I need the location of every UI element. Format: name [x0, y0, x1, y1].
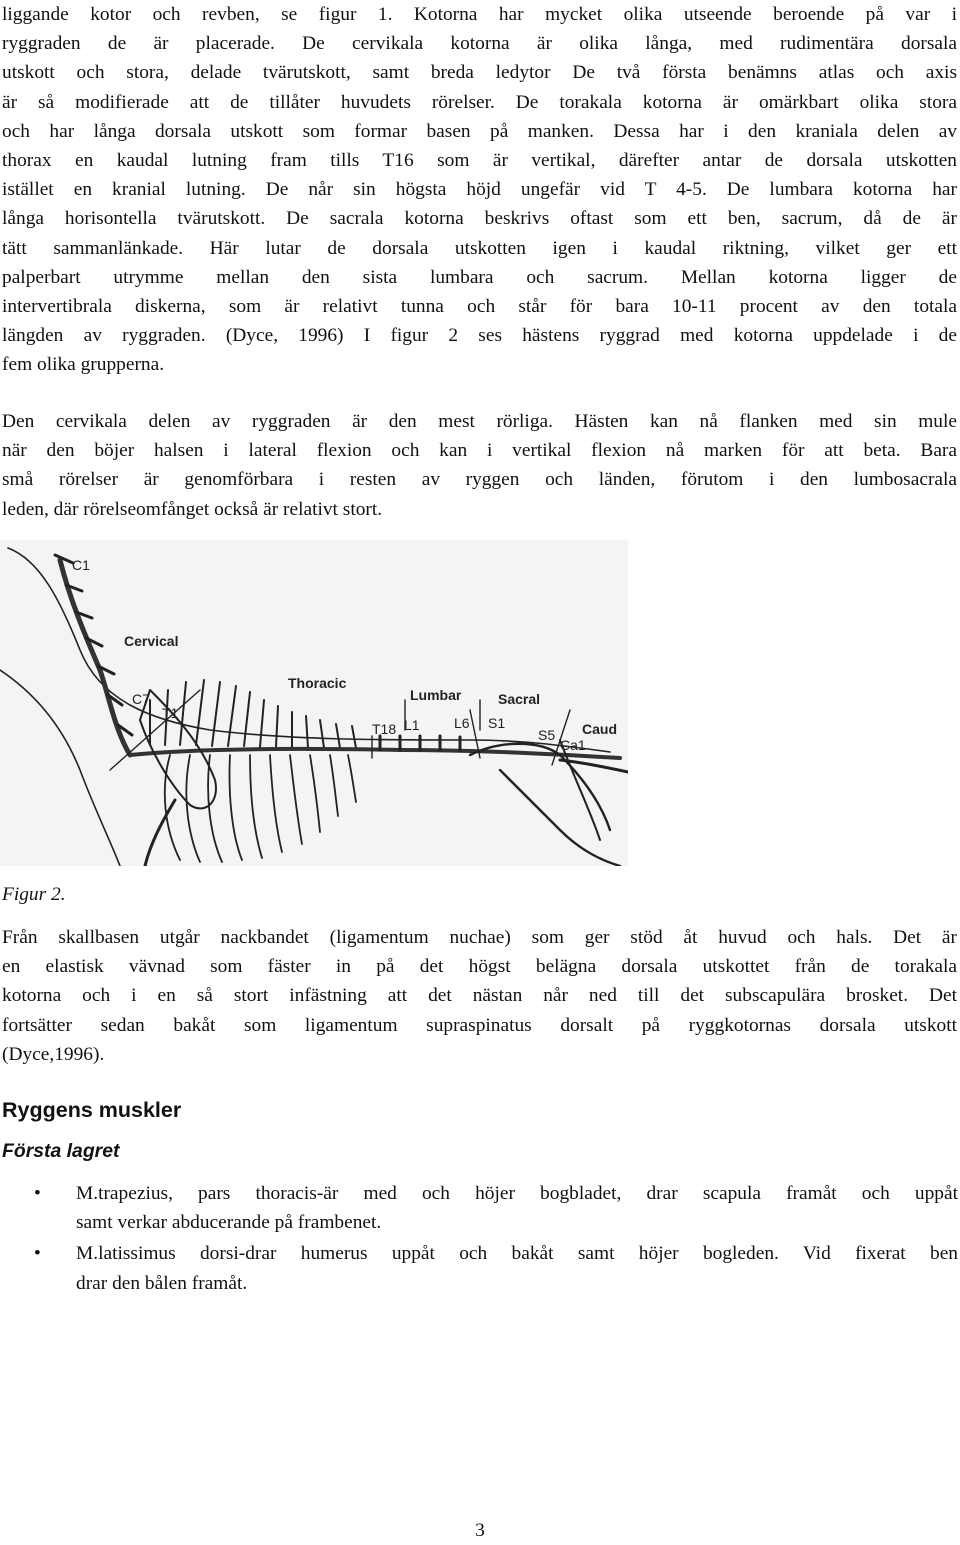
- horse-spine-figure: [0, 540, 628, 866]
- label-c7: C7: [132, 691, 150, 707]
- text-line: leden, där rörelseomfånget också är relativt stort.: [2, 498, 383, 520]
- text-line: kotorna och i en så stort infästning att det nästan når ned till det subscapulära brosket. Det: [2, 985, 957, 1007]
- label-c1: C1: [72, 557, 90, 573]
- text-line: palperbart utrymme mellan den sista lumbara och sacrum. Mellan kotorna ligger de: [2, 266, 957, 288]
- label-sacral: Sacral: [498, 691, 541, 707]
- muscle-bullet-list: [0, 1179, 958, 1300]
- text-line: när den böjer halsen i lateral flexion och kan i vertikal flexion nå marken för att beta. Bara: [2, 440, 957, 462]
- label-lumbar: Lumbar: [410, 687, 462, 703]
- label-thoracic: Thoracic: [288, 675, 347, 691]
- figure-caption: Figur 2.: [2, 884, 66, 905]
- text-line: M.latissimus dorsi-drar humerus uppåt och bakåt samt höjer bogleden. Vid fixerat ben: [76, 1243, 958, 1265]
- text-line: (Dyce,1996).: [2, 1043, 105, 1065]
- label-s1: S1: [488, 715, 506, 731]
- label-t18: T18: [372, 721, 397, 737]
- label-s5: S5: [538, 727, 556, 743]
- text-line: en elastisk vävnad som fäster in på det högst belägna dorsala utskottet från de torakala: [2, 956, 957, 978]
- text-line: drar den bålen framåt.: [76, 1272, 248, 1294]
- text-line: utskott och stora, delade tvärutskott, samt breda ledytor De två första benämns atlas och axis: [2, 62, 957, 84]
- bullet-icon: •: [34, 1183, 41, 1204]
- text-line: och har långa dorsala utskott som formar basen på manken. Dessa har i den kraniala delen av: [2, 120, 957, 142]
- body-paragraph-ligament: [2, 923, 957, 1069]
- label-caudal: Caud: [582, 721, 617, 737]
- text-line: tätt sammanlänkade. Här lutar de dorsala utskotten igen i kaudal riktning, vilket ger ett: [2, 237, 957, 259]
- text-line: M.trapezius, pars thoracis-är med och höjer bogbladet, drar scapula framåt och uppåt: [76, 1183, 958, 1204]
- text-line: små rörelser är genomförbara i resten av ryggen och länden, förutom i den lumbosacrala: [2, 469, 957, 491]
- text-line: långa horisontella tvärutskott. De sacrala kotorna beskrivs oftast som ett ben, sacrum, då de är: [2, 208, 957, 230]
- text-line: intervertibrala diskerna, som är relativt tunna och står för bara 10-11 procent av den totala: [2, 296, 957, 318]
- label-ca1: Ca1: [560, 737, 586, 753]
- body-paragraph-mobility: [2, 407, 957, 524]
- text-line: thorax en kaudal lutning fram tills T16 som är vertikal, därefter antar de dorsala utskotten: [2, 150, 957, 172]
- body-paragraph-vertebrae: [2, 0, 957, 380]
- section-heading: Ryggens muskler: [2, 1098, 182, 1122]
- label-t1: T1: [162, 705, 179, 721]
- text-line: Den cervikala delen av ryggraden är den mest rörliga. Hästen kan nå flanken med sin mule: [2, 411, 957, 432]
- text-line: fem olika grupperna.: [2, 354, 165, 376]
- page-number: 3: [475, 1520, 485, 1541]
- text-line: längden av ryggraden. (Dyce, 1996) I figur 2 ses hästens ryggrad med kotorna uppdelade i de: [2, 325, 957, 347]
- label-cervical: Cervical: [124, 633, 179, 649]
- text-line: är så modifierade att de tillåter huvudets rörelser. De torakala kotorna är omärkbart olika stora: [2, 91, 957, 113]
- text-line: ryggraden de är placerade. De cervikala kotorna är olika långa, med rudimentära dorsala: [2, 33, 957, 55]
- subsection-heading: Första lagret: [2, 1140, 120, 1162]
- list-item: [0, 1179, 958, 1237]
- label-l1: L1: [404, 717, 420, 733]
- text-line: fortsätter sedan bakåt som ligamentum supraspinatus dorsalt på ryggkotornas dorsala utskott: [2, 1014, 957, 1036]
- text-line: istället en kranial lutning. De når sin högsta höjd ungefär vid T 4-5. De lumbara kotorna har: [2, 179, 957, 201]
- list-item: [0, 1239, 958, 1297]
- text-line: liggande kotor och revben, se figur 1. Kotorna har mycket olika utseende beroende på var i: [2, 4, 957, 25]
- text-line: Från skallbasen utgår nackbandet (ligamentum nuchae) som ger stöd åt huvud och hals. Det är: [2, 927, 957, 948]
- bullet-icon: •: [34, 1243, 41, 1265]
- label-l6: L6: [454, 715, 470, 731]
- text-line: samt verkar abducerande på frambenet.: [76, 1212, 382, 1234]
